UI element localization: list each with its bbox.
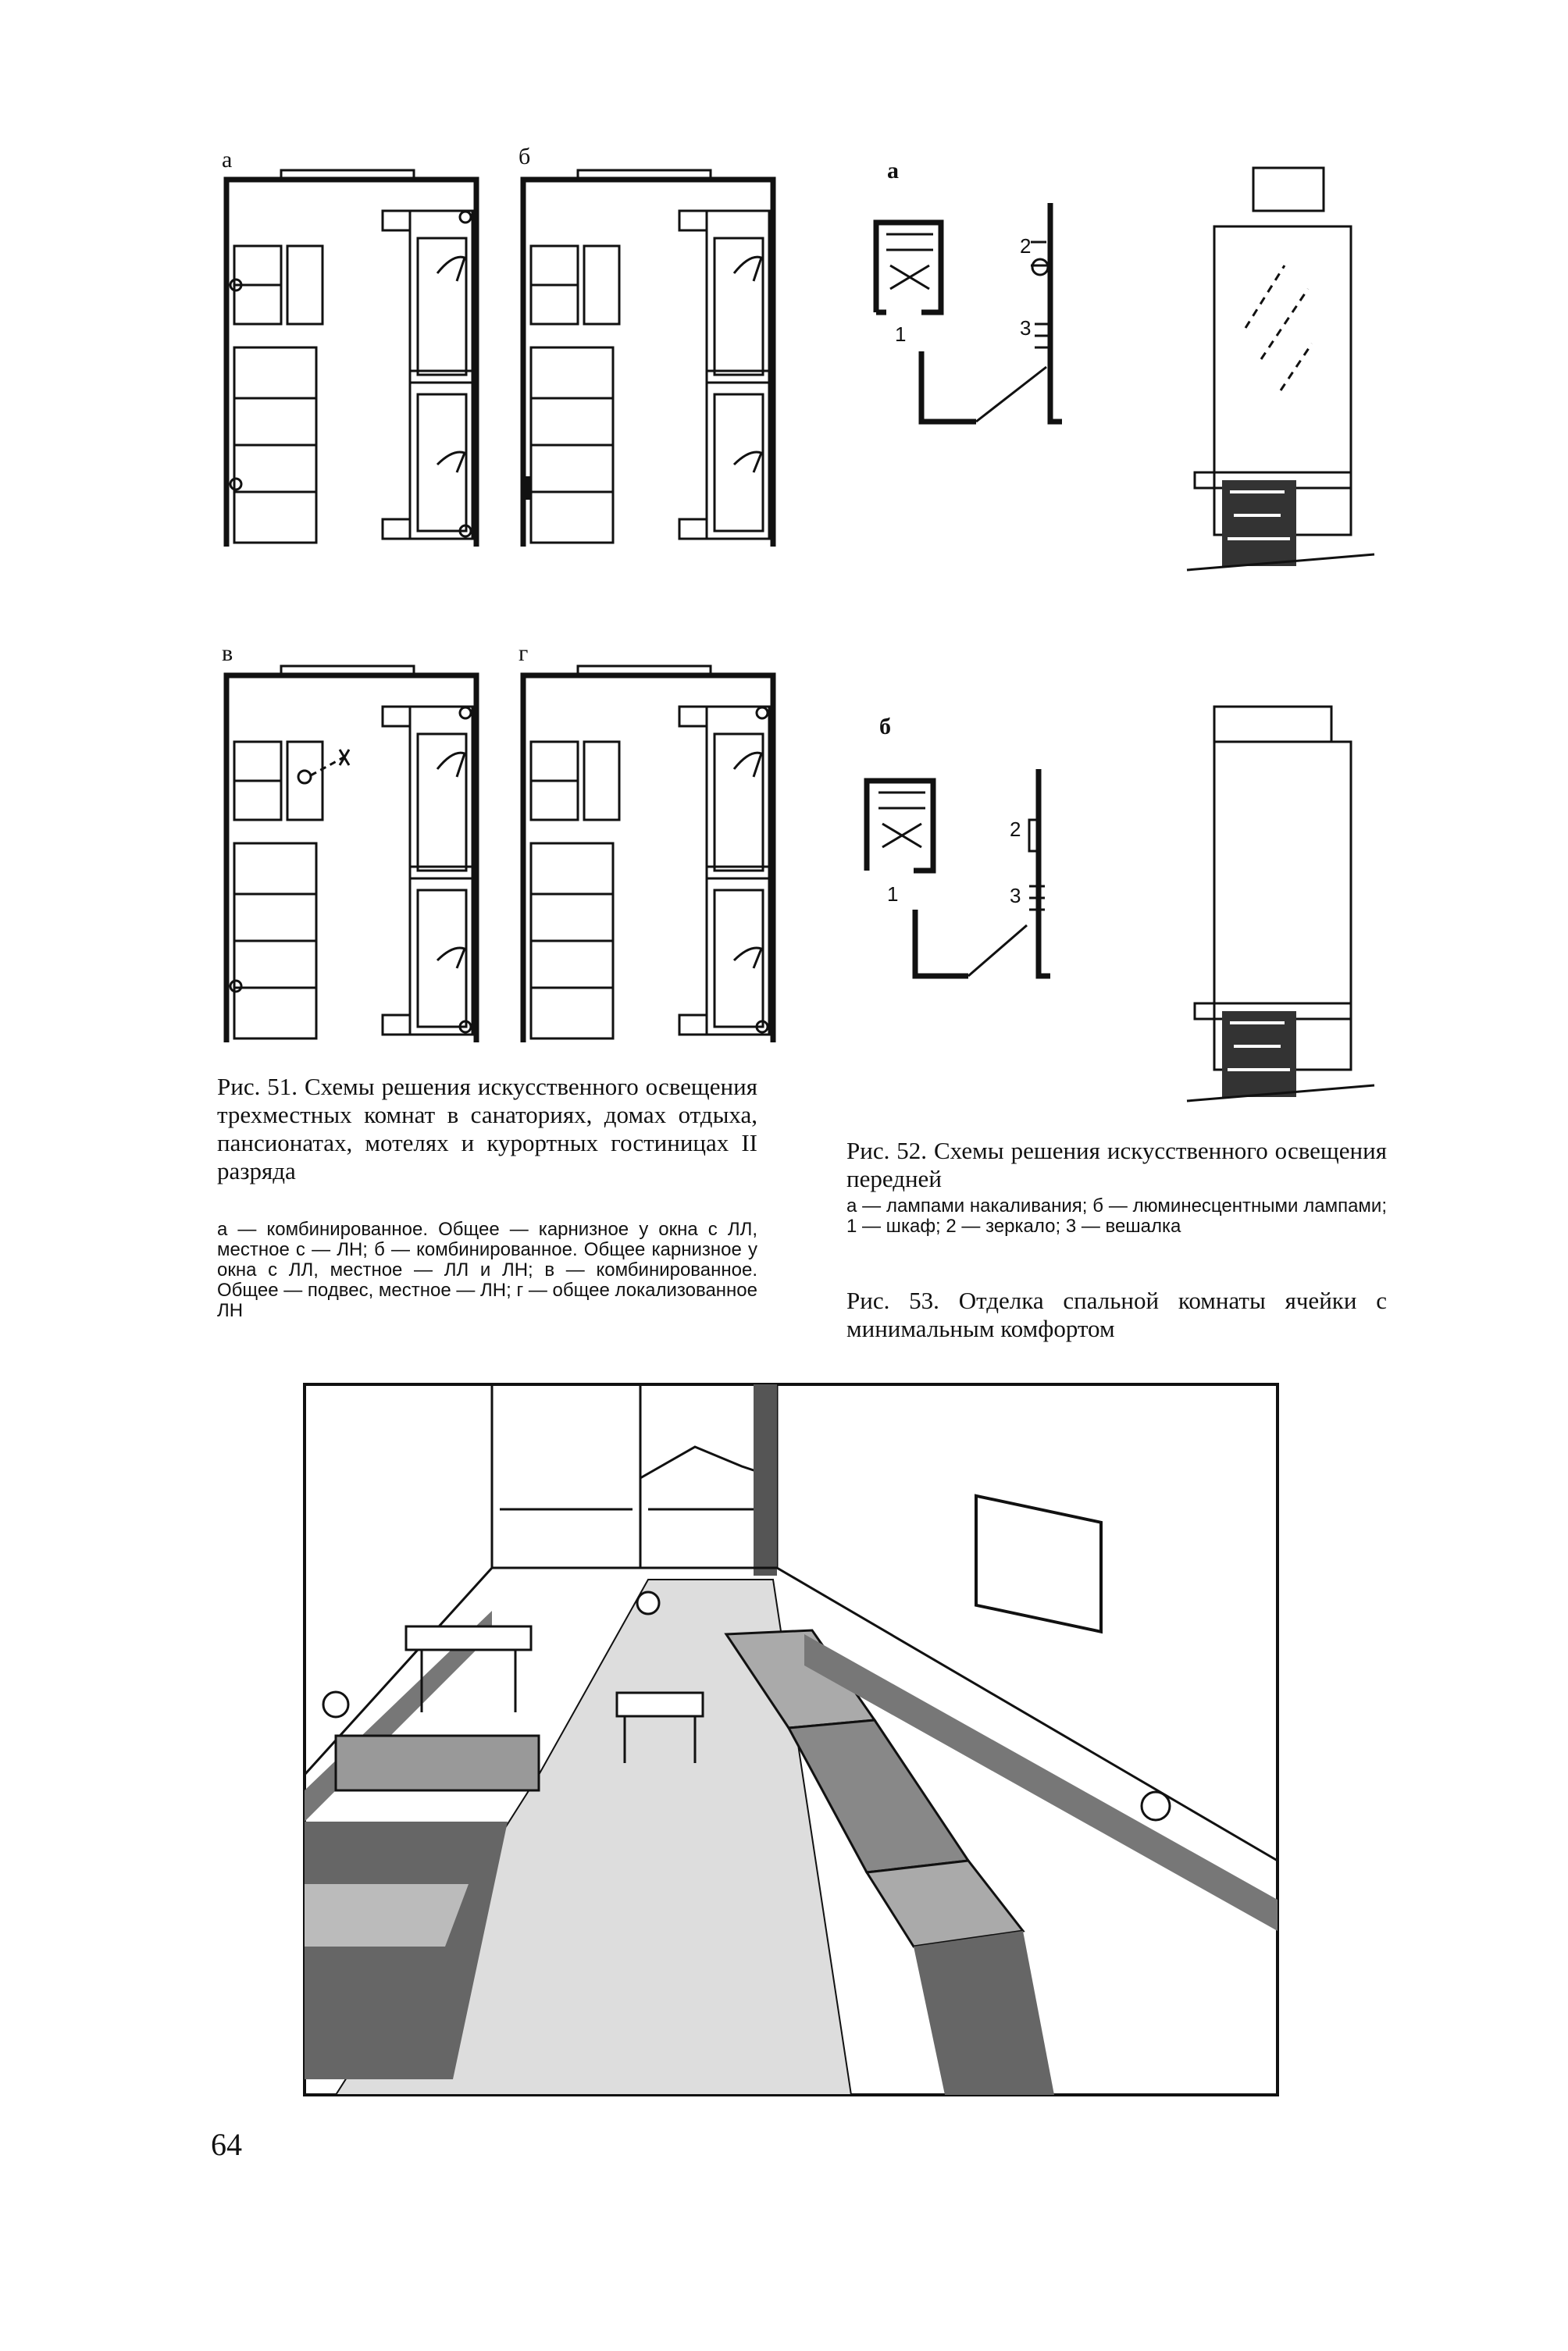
- fig52b-number-2: 2: [1010, 818, 1021, 841]
- room-plan-g: [515, 660, 781, 1050]
- fig51-panel-v-label: в: [222, 640, 233, 666]
- fig51-caption-title: Рис. 51. Схемы решения искусственного освещения трехместных комнат в санаториях, домах отдыха, пансионатах, мотелях и курортных гостиницах II разряда: [217, 1073, 757, 1184]
- fig51-panel-b-label: б: [519, 144, 531, 169]
- hall-plan-a: [867, 187, 1078, 445]
- mirror-elevation-b: [1187, 695, 1374, 1109]
- room-plan-a: [219, 164, 484, 554]
- fig52-panel-a-label: а: [887, 158, 899, 183]
- fig52b-number-1: 1: [887, 882, 899, 906]
- fig52b-number-3: 3: [1010, 884, 1021, 907]
- fig52-caption-title: Рис. 52. Схемы решения искусственного освещения передней: [846, 1137, 1387, 1192]
- fig51-caption-body: а — комбинированное. Общее — карнизное у окна с ЛЛ, местное с — ЛН; б — комбинированное. Общее карнизное у окна с ЛЛ, местное — ЛЛ и ЛН; в — комбинированное. Общее — подвес, местное — ЛН; г — общее локализованное ЛН: [217, 1219, 757, 1321]
- fig52-caption-body: а — лампами накаливания; б — люминесцентными лампами; 1 — шкаф; 2 — зеркало; 3 — вешалка: [846, 1195, 1387, 1237]
- room-plan-b: [515, 164, 781, 554]
- fig52a-number-3: 3: [1020, 316, 1032, 340]
- fig52a-number-2: 2: [1020, 234, 1032, 258]
- mirror-elevation-a: [1187, 164, 1374, 578]
- fig52-panel-b-label: б: [879, 714, 891, 739]
- fig52a-number-1: 1: [895, 322, 907, 346]
- page-number: 64: [211, 2127, 242, 2162]
- fig51-panel-a-label: а: [222, 147, 233, 173]
- fig53-caption-title: Рис. 53. Отделка спальной комнаты ячейки с минимальным комфортом: [846, 1287, 1387, 1342]
- bedroom-illustration: [305, 1384, 1278, 2095]
- room-plan-v: [219, 660, 484, 1050]
- fig51-panel-g-label: г: [519, 640, 529, 666]
